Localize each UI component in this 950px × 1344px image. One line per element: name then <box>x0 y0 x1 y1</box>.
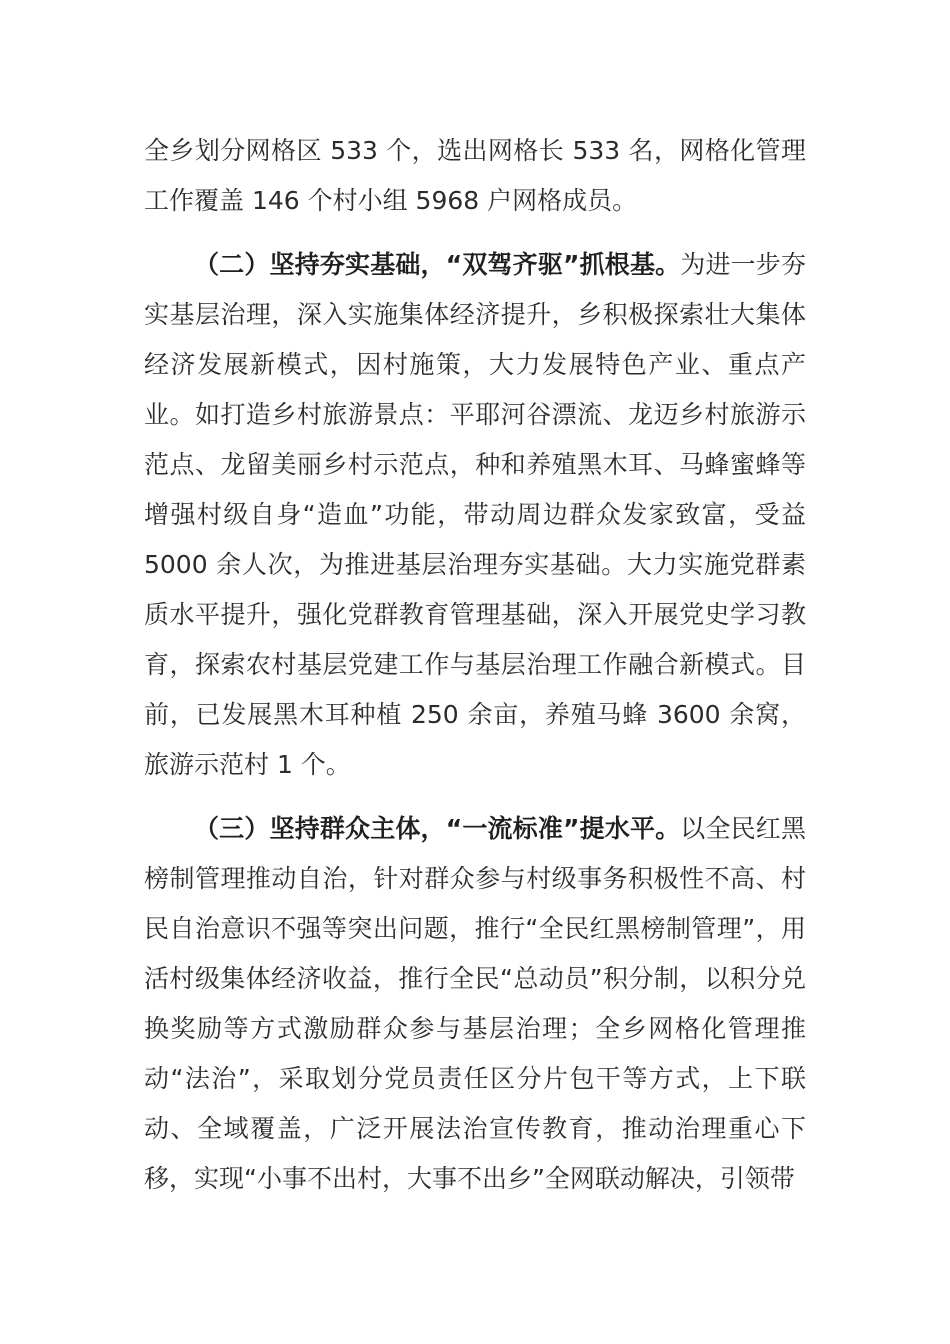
paragraph-2-heading: （二）坚持夯实基础，“双驾齐驱”抓根基。 <box>194 250 681 279</box>
document-body <box>144 126 806 1218</box>
paragraph-3-text: 以全民红黑榜制管理推动自治，针对群众参与村级事务积极性不高、村民自治意识不强等突出问题，推行“全民红黑榜制管理”，用活村级集体经济收益，推行全民“总动员”积分制，以积分兑换奖励等方式激励群众参与基层治理；全乡网格化管理推动“法治”，采取划分党员责任区分片包干等方式，上下联动、全域覆盖，广泛开展法治宣传教育，推动治理重心下移，实现“小事不出村，大事不出乡”全网联动解决，引领带 <box>144 814 806 1193</box>
paragraph-3 <box>144 804 806 1204</box>
paragraph-1 <box>144 126 806 226</box>
paragraph-1-text: 全乡划分网格区 533 个，选出网格长 533 名，网格化管理工作覆盖 146 个村小组 5968 户网格成员。 <box>144 136 806 215</box>
paragraph-2-text: 为进一步夯实基层治理，深入实施集体经济提升，乡积极探索壮大集体经济发展新模式，因村施策，大力发展特色产业、重点产业。如打造乡村旅游景点：平耶河谷漂流、龙迈乡村旅游示范点、龙留美丽乡村示范点，种和养殖黑木耳、马蜂蜜蜂等增强村级自身“造血”功能，带动周边群众发家致富，受益 5000 余人次，为推进基层治理夯实基础。大力实施党群素质水平提升，强化党群教育管理基础，深入开展党史学习教育，探索农村基层党建工作与基层治理工作融合新模式。目前，已发展黑木耳种植 250 余亩，养殖马蜂 3600 余窝，旅游示范村 1 个。 <box>144 250 806 779</box>
paragraph-3-heading: （三）坚持群众主体，“一流标准”提水平。 <box>194 814 681 843</box>
paragraph-2 <box>144 240 806 790</box>
